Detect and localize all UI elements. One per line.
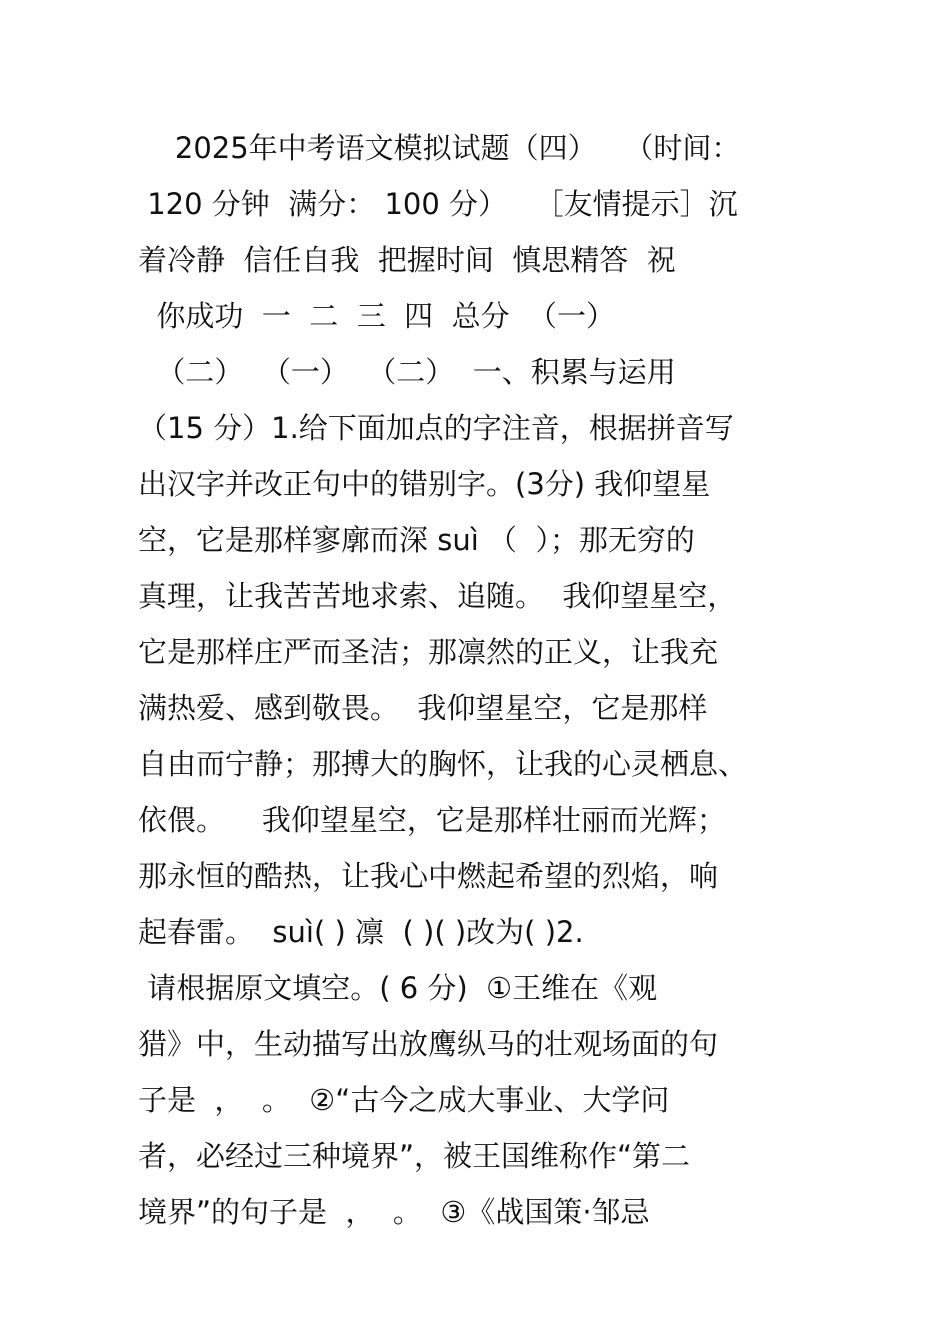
text-line: 者，必经过三种境界”，被王国维称作“第二	[138, 1139, 691, 1173]
text-line: 出汉字并改正句中的错别字。(3分) 我仰望星	[138, 467, 711, 501]
text-line: 满热爱、感到敬畏。 我仰望星空，它是那样	[138, 691, 708, 725]
document-body	[138, 120, 838, 1240]
text-line: 那永恒的酷热，让我心中燃起希望的烈焰，响	[138, 859, 719, 893]
text-line: 依偎。 我仰望星空，它是那样壮丽而光辉；	[138, 803, 726, 837]
text-line: 空，它是那样寥廓而深 suì （ ）；那无穷的	[138, 523, 695, 557]
text-line: （二） （一） （二） 一、积累与运用	[138, 355, 676, 389]
text-line: 起春雷。 suì( ) 凛 ( )( )改为( )2.	[138, 915, 584, 949]
text-line: 猎》中，生动描写出放鹰纵马的壮观场面的句	[138, 1027, 719, 1061]
text-line: 真理，让我苦苦地求索、追随。 我仰望星空，	[138, 579, 737, 613]
text-line: 子是 ， 。 ②“古今之成大事业、大学问	[138, 1083, 670, 1117]
text-line: 你成功 一 二 三 四 总分 （一）	[138, 299, 616, 333]
text-line: 境界”的句子是 ， 。 ③《战国策·邹忌	[138, 1195, 650, 1229]
text-line: 120 分钟 满分： 100 分） ［友情提示］沉	[138, 187, 738, 221]
text-line: 请根据原文填空。( 6 分) ①王维在《观	[138, 971, 658, 1005]
text-line: （15 分）1.给下面加点的字注音，根据拼音写	[138, 411, 734, 445]
text-line: 2025年中考语文模拟试题（四） （时间：	[138, 131, 741, 165]
text-line: 它是那样庄严而圣洁；那凛然的正义，让我充	[138, 635, 719, 669]
text-line: 着冷静 信任自我 把握时间 慎思精答 祝	[138, 243, 676, 277]
text-line: 自由而宁静；那搏大的胸怀，让我的心灵栖息、	[138, 747, 748, 781]
